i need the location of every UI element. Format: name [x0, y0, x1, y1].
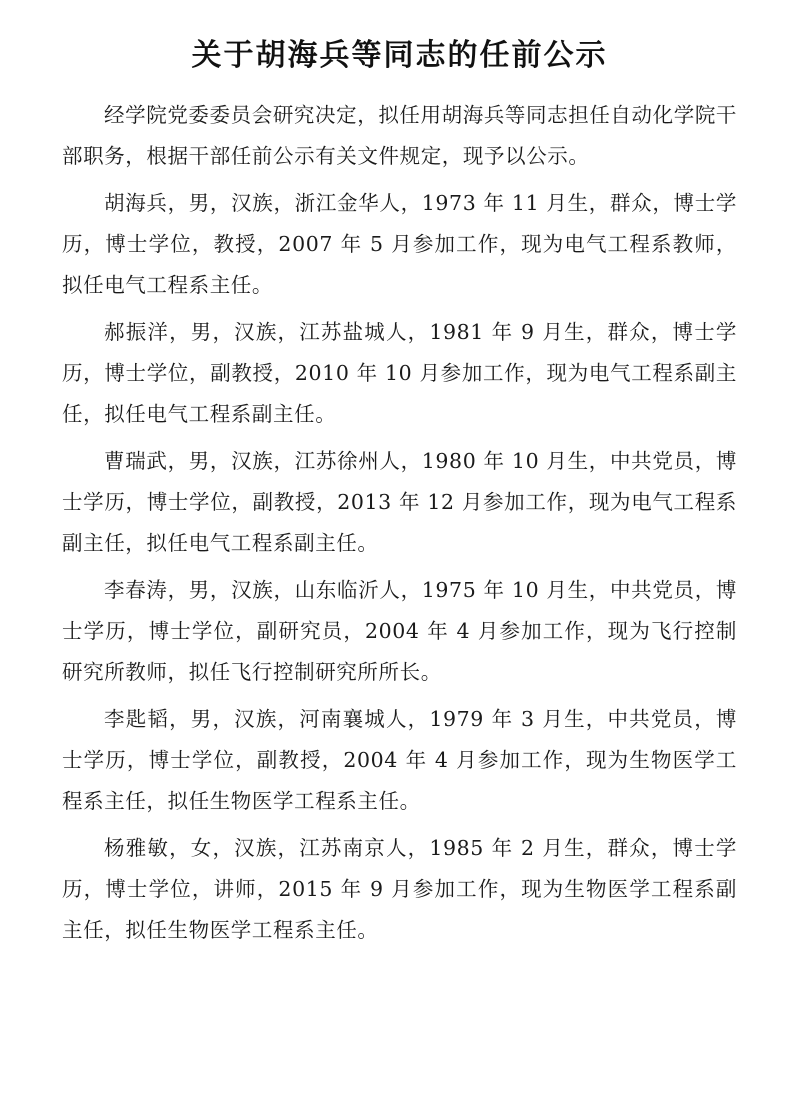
page-title: 关于胡海兵等同志的任前公示 [191, 38, 608, 73]
paragraph-person-1: 胡海兵，男，汉族，浙江金华人，1973 年 11 月生，群众，博士学历，博士学位，教授，2007 年 5 月参加工作，现为电气工程系教师，拟任电气工程系主任。 [62, 190, 737, 297]
paragraph-person-4: 李春涛，男，汉族，山东临沂人，1975 年 10 月生，中共党员，博士学历，博士学位，副研究员，2004 年 4 月参加工作，现为飞行控制研究所教师，拟任飞行控制研究所所长。 [62, 577, 737, 684]
paragraph-person-5: 李匙韬，男，汉族，河南襄城人，1979 年 3 月生，中共党员，博士学历，博士学位，副教授，2004 年 4 月参加工作，现为生物医学工程系主任，拟任生物医学工程系主任。 [62, 706, 737, 813]
paragraph-intro: 经学院党委委员会研究决定，拟任用胡海兵等同志担任自动化学院干部职务，根据干部任前公示有关文件规定，现予以公示。 [62, 102, 738, 168]
paragraph-person-2: 郝振洋，男，汉族，江苏盐城人，1981 年 9 月生，群众，博士学历，博士学位，副教授，2010 年 10 月参加工作，现为电气工程系副主任，拟任电气工程系副主任。 [62, 319, 737, 426]
paragraph-person-3: 曹瑞武，男，汉族，江苏徐州人，1980 年 10 月生，中共党员，博士学历，博士学位，副教授，2013 年 12 月参加工作，现为电气工程系副主任，拟任电气工程系副主任。 [62, 448, 737, 555]
paragraph-person-6: 杨雅敏，女，汉族，江苏南京人，1985 年 2 月生，群众，博士学历，博士学位，讲师，2015 年 9 月参加工作，现为生物医学工程系副主任，拟任生物医学工程系主任。 [62, 835, 737, 942]
